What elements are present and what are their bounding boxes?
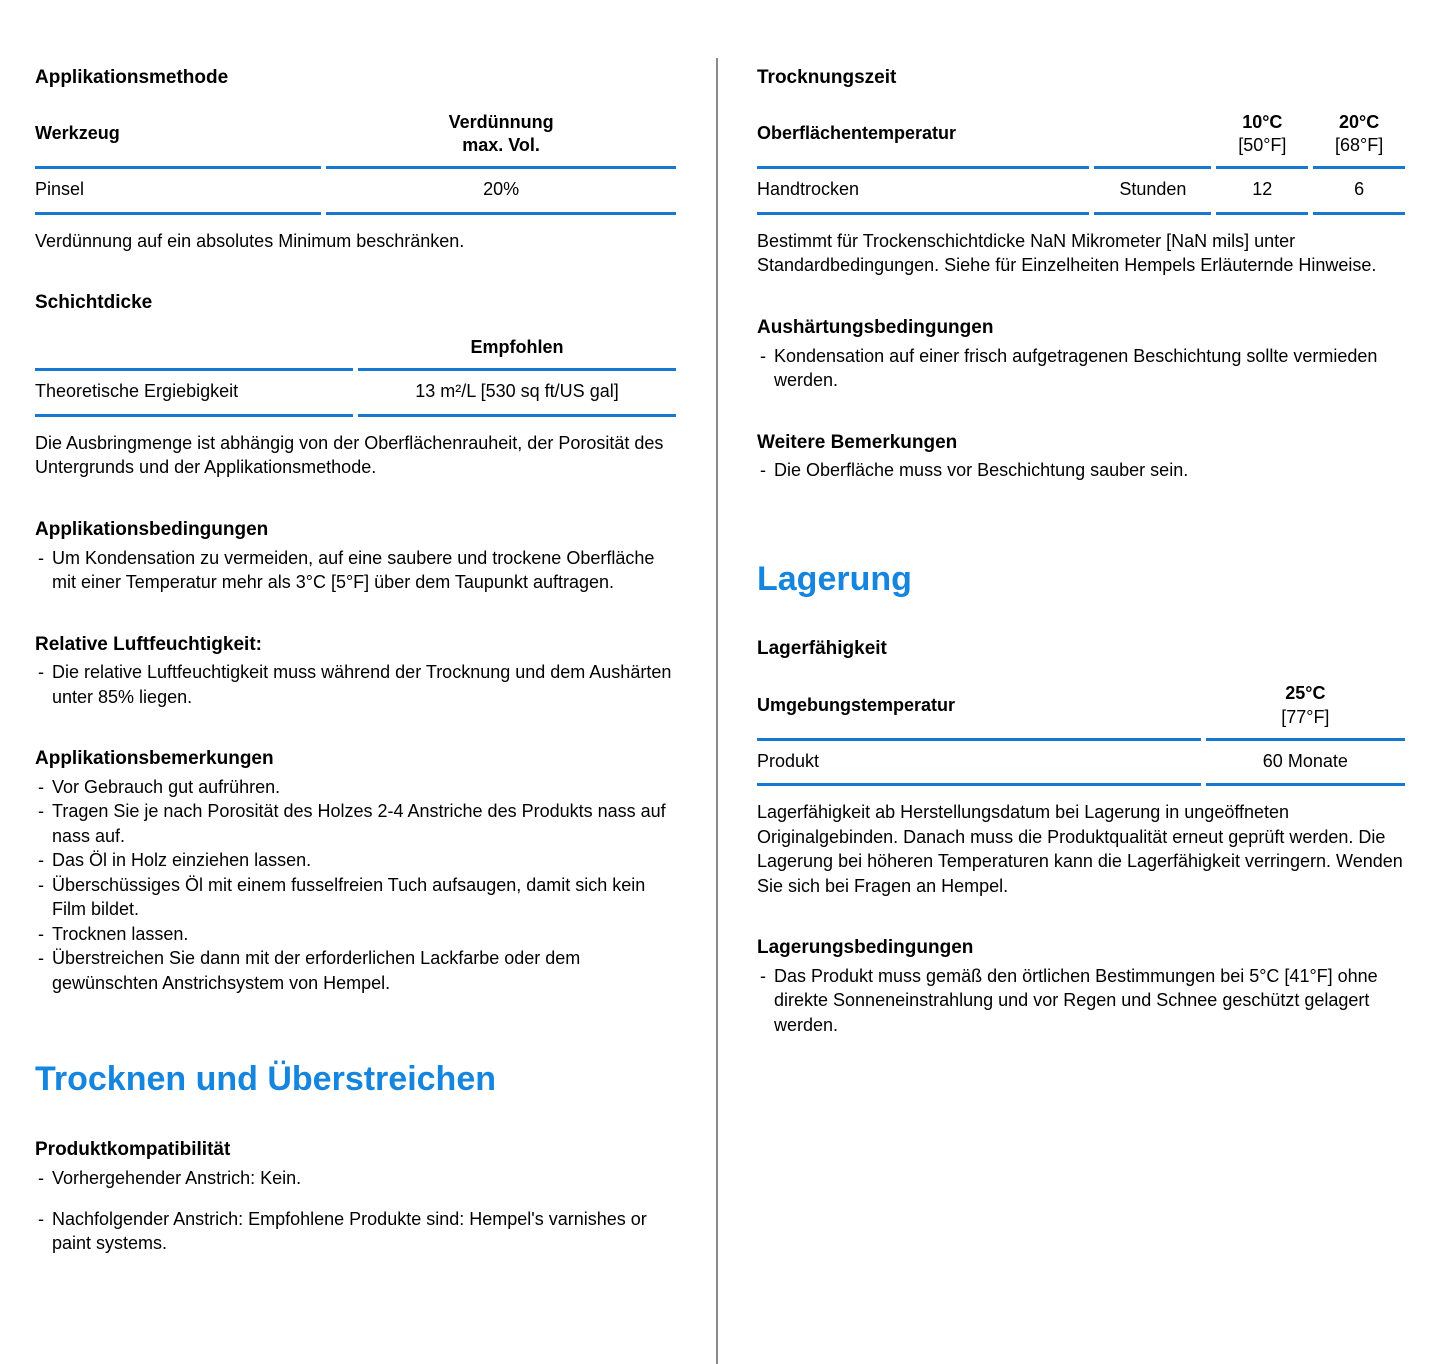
list-item xyxy=(35,922,676,946)
list-item-text: Überstreichen Sie dann mit der erforderlichen Lackfarbe oder dem gewünschten Anstrichsystem von Hempel. xyxy=(52,948,581,993)
table-header-dilution-line2: max. Vol. xyxy=(462,135,540,156)
section-title-application-remarks: Applikationsbemerkungen xyxy=(35,748,274,770)
table-header-surface-temperature: Oberflächentemperatur xyxy=(757,111,1089,170)
list-item xyxy=(35,546,676,595)
shelf-life-table xyxy=(752,682,1410,786)
table-cell-dilution-value: 20% xyxy=(326,169,676,214)
column-divider xyxy=(716,58,718,1364)
table-header-row xyxy=(757,111,1405,170)
table-cell-tool: Pinsel xyxy=(35,169,321,214)
shelf-life-note: Lagerfähigkeit ab Herstellungsdatum bei Lagerung in ungeöffneten Originalgebinden. Danach muss die Produktqualität erneut geprüft werden. Die Lagerung bei höheren Temperaturen kann die Lagerfähigkeit verringern. Wenden Sie sich bei Fragen an Hempel. xyxy=(757,802,1403,896)
list-item xyxy=(35,660,676,709)
section-title-curing-conditions: Aushärtungsbedingungen xyxy=(757,316,994,338)
table-header-10c xyxy=(1216,111,1308,170)
table-header-25c-line2: [77°F] xyxy=(1281,706,1330,727)
list-item-text: Kondensation auf einer frisch aufgetragenen Beschichtung sollte vermieden werden. xyxy=(774,345,1378,391)
list-item-text: Überschüssiges Öl mit einem fusselfreien Tuch aufsaugen, damit sich kein Film bildet. xyxy=(52,874,646,920)
left-column xyxy=(35,58,676,1256)
section-title-product-compatibility: Produktkompatibilität xyxy=(35,1138,231,1160)
table-header-empty xyxy=(35,336,353,371)
list-item xyxy=(35,1166,676,1190)
chapter-title-storage: Lagerung xyxy=(757,559,912,598)
section-title-application-conditions: Applikationsbedingungen xyxy=(35,518,269,540)
list-item-text: Vorhergehender Anstrich: Kein. xyxy=(52,1167,302,1188)
table-header-tool: Werkzeug xyxy=(35,111,321,170)
table-cell-product: Produkt xyxy=(757,741,1201,786)
table-cell-value-10c: 12 xyxy=(1216,169,1308,214)
section-title-storage-conditions: Lagerungsbedingungen xyxy=(757,937,974,959)
curing-conditions-list xyxy=(757,344,1405,393)
section-title-shelf-life: Lagerfähigkeit xyxy=(757,638,887,660)
section-title-application-method: Applikationsmethode xyxy=(35,67,229,88)
table-row xyxy=(757,169,1405,214)
table-header-20c-line2: [68°F] xyxy=(1334,135,1384,156)
table-header-row xyxy=(35,336,676,371)
section-title-other-remarks: Weitere Bemerkungen xyxy=(757,431,958,453)
table-header-20c xyxy=(1313,111,1405,170)
list-item xyxy=(757,458,1405,482)
table-header-25c xyxy=(1206,682,1405,741)
table-cell-spreading-value: 13 m²/L [530 sq ft/US gal] xyxy=(358,371,676,416)
chapter-title-drying-overcoating: Trocknen und Überstreichen xyxy=(35,1060,496,1099)
list-item xyxy=(35,873,676,922)
table-header-empty xyxy=(1094,111,1211,170)
list-item xyxy=(757,964,1405,1037)
application-method-table xyxy=(30,111,681,215)
application-method-note: Verdünnung auf ein absolutes Minimum beschränken. xyxy=(35,230,465,251)
table-header-20c-line1: 20°C xyxy=(1338,111,1380,132)
table-header-dilution-line1: Verdünnung xyxy=(448,111,554,132)
table-cell-unit: Stunden xyxy=(1094,169,1211,214)
list-item xyxy=(757,344,1405,393)
product-compatibility-list xyxy=(35,1166,676,1256)
table-header-dilution xyxy=(326,111,676,170)
drying-time-note: Bestimmt für Trockenschichtdicke NaN Mikrometer [NaN mils] unter Standardbedingungen. Siehe für Einzelheiten Hempels Erläuternde Hinweise. xyxy=(757,230,1377,276)
drying-time-table xyxy=(752,111,1410,215)
right-column xyxy=(757,58,1405,1037)
table-header-10c-line1: 10°C xyxy=(1242,111,1283,132)
table-cell-spreading-label: Theoretische Ergiebigkeit xyxy=(35,371,353,416)
list-item-text: Die Oberfläche muss vor Beschichtung sauber sein. xyxy=(774,460,1189,481)
table-row xyxy=(35,169,676,214)
list-item xyxy=(35,799,676,848)
application-remarks-list xyxy=(35,775,676,995)
table-cell-shelf-life-value: 60 Monate xyxy=(1206,741,1405,786)
section-title-film-thickness: Schichtdicke xyxy=(35,292,153,314)
list-item-text: Das Öl in Holz einziehen lassen. xyxy=(52,850,312,871)
table-header-row xyxy=(757,682,1405,741)
relative-humidity-list xyxy=(35,660,676,709)
other-remarks-list xyxy=(757,458,1405,482)
table-header-row xyxy=(35,111,676,170)
table-row xyxy=(35,371,676,416)
list-item-text: Das Produkt muss gemäß den örtlichen Bestimmungen bei 5°C [41°F] ohne direkte Sonneneinstrahlung und vor Regen und Schnee geschützt gelagert werden. xyxy=(774,965,1378,1035)
section-title-drying-time: Trocknungszeit xyxy=(757,67,897,88)
table-header-25c-line1: 25°C xyxy=(1285,683,1326,704)
list-item-text: Vor Gebrauch gut aufrühren. xyxy=(52,776,281,797)
list-item xyxy=(35,848,676,872)
list-item-text: Nachfolgender Anstrich: Empfohlene Produkte sind: Hempel's varnishes or paint systems. xyxy=(52,1209,647,1254)
table-cell-touch-dry: Handtrocken xyxy=(757,169,1089,214)
list-item xyxy=(35,946,676,995)
table-cell-value-20c: 6 xyxy=(1313,169,1405,214)
table-row xyxy=(757,741,1405,786)
table-header-10c-line2: [50°F] xyxy=(1238,135,1287,156)
storage-conditions-list xyxy=(757,964,1405,1037)
list-item-text: Um Kondensation zu vermeiden, auf eine saubere und trockene Oberfläche mit einer Temperatur mehr als 3°C [5°F] über dem Taupunkt auftragen. xyxy=(52,547,655,593)
list-item xyxy=(35,1207,676,1256)
film-thickness-note: Die Ausbringmenge ist abhängig von der Oberflächenrauheit, der Porosität des Untergrunds und der Applikationsmethode. xyxy=(35,432,664,478)
table-header-ambient-temperature: Umgebungstemperatur xyxy=(757,682,1201,741)
list-item-text: Die relative Luftfeuchtigkeit muss während der Trocknung und dem Aushärten unter 85% liegen. xyxy=(52,662,672,707)
table-header-recommended: Empfohlen xyxy=(358,336,676,371)
film-thickness-table xyxy=(30,336,681,417)
list-item-text: Trocknen lassen. xyxy=(52,923,189,944)
section-title-relative-humidity: Relative Luftfeuchtigkeit: xyxy=(35,633,262,655)
list-item xyxy=(35,775,676,799)
application-conditions-list xyxy=(35,546,676,595)
list-item-text: Tragen Sie je nach Porosität des Holzes 2-4 Anstriche des Produkts nass auf nass auf. xyxy=(52,801,666,846)
